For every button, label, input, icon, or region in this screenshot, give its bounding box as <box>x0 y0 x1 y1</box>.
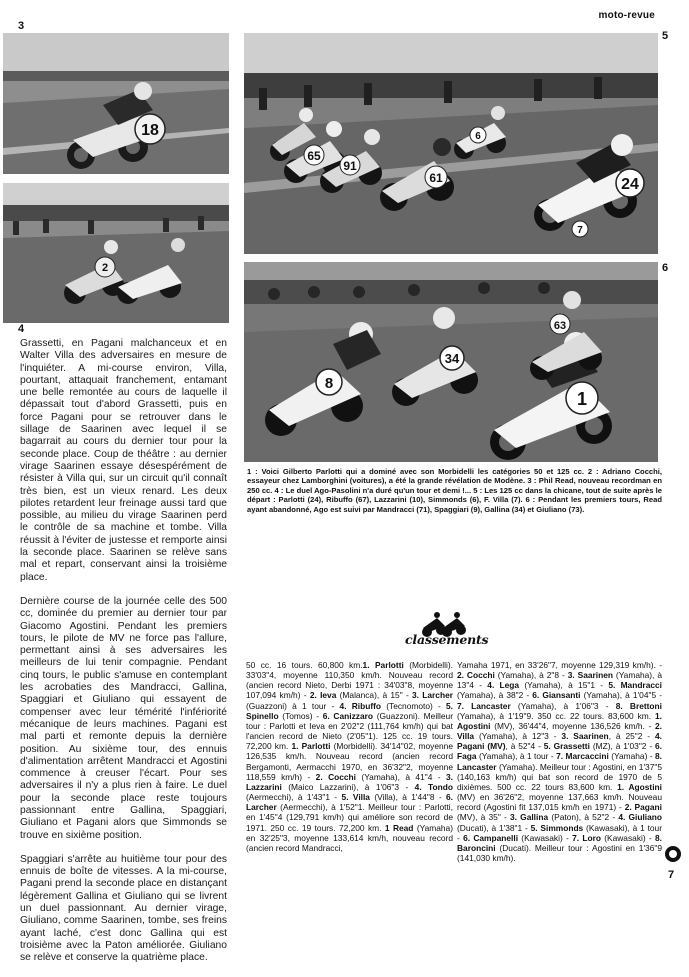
result-detail: (Yamaha), à 1'19"9. 350 cc. 22 tours. 83,600 km. <box>457 710 655 721</box>
result-detail: (Ducati). Meilleur tour : Agostini en 1'36"9 (141,030 km/h). <box>457 842 662 863</box>
photo-caption: 1 : Voici Gilberto Parlotti qui a dominé avec son Morbidelli les catégories 50 et 125 cc. 2 : Adriano Cocchi, essayeur chez Lamborghini (voitures), a été la grande révélation de Modène. 3 : Phil Read, nouveau recordman en 250 cc. 4 : Le duel Ago-Pasolini n'a duré qu'un tour et demi !... 5 : Les 125 cc dans la chicane, tout de suite après le départ : Parlotti (24), Ribuffo (67), Lazzarini (10), Simmonds (6), F. Villa (7). 6 : Pendant les premiers tours, Read ayant abandonné, Ago est suivi par Mandracci (71), Spaggiari (9), Gallina (34) et Giuliano (73). <box>247 467 662 514</box>
photo-number-4: 4 <box>18 323 25 335</box>
article-paragraph-3: Spaggiari s'arrête au huitième tour pour des ennuis de boîte de vitesses. A la mi-course, Pagani prend la seconde place en distançant légèrement Gallina et Giuliano qui se livrent un duel passionnant. Au dernier virage, Giuliano, comme Saarinen, tombe, ses freins ayant laché, c'est donc Gallina qui est troisième avec la Paton améliorée. Giuliano se relève et conserve la quatrième place. <box>20 853 227 964</box>
result-rider: 6. Giansanti <box>532 690 581 701</box>
result-detail: Yamaha 1971, en 33'26"7, moyenne 129,319 km/h). - <box>457 660 662 670</box>
end-mark-icon <box>665 846 681 862</box>
result-detail: (Morbidelli). 33'03"4, moyenne 110,350 km/h. Nouveau record (ancien record Nieto, Derbi 1971 : 34'03"8, moyenne 107,094 km/h) - <box>246 660 453 701</box>
results-column-1 <box>246 660 453 853</box>
result-rider: 1. Parlotti <box>291 741 331 752</box>
result-rider: 1. Agostini <box>617 781 662 792</box>
result-rider: 5. Simmonds <box>530 822 584 833</box>
result-rider: 1. Agostini <box>457 710 662 731</box>
classements-logo <box>405 612 493 652</box>
result-detail: (Kawasaki) - <box>518 832 573 843</box>
results-column-2 <box>457 660 662 863</box>
classements-title: classements <box>405 632 489 647</box>
result-rider: 8. Brettoni <box>615 700 662 711</box>
photo-5-chicane <box>244 33 658 254</box>
result-rider: 6. Faga <box>457 741 663 762</box>
result-detail: (MV), 36'44"4, moyenne 136,526 km/h. - <box>490 720 655 731</box>
result-detail: (Villa), à 1'44"8 - <box>369 792 446 803</box>
photo-5-race-number-b: 91 <box>343 159 357 173</box>
result-rider: 6. Canizzaro <box>322 710 373 721</box>
result-rider: 3. Saarinen <box>561 731 609 742</box>
result-rider: 3. Gallina <box>510 812 549 823</box>
result-rider: 2. Ieva <box>309 690 337 701</box>
result-rider: 5. Mandracci <box>608 680 662 691</box>
result-detail: (Kawasaki), à 1 tour - <box>457 822 663 843</box>
photo-number-6: 6 <box>662 262 669 274</box>
result-detail: (Aermecchi), à 1'52"1. Meilleur tour : Parlotti, en 1'45"4 (129,791 km/h) qui améliore son record de 1971. 250 cc. 19 tours. 72,200 km. <box>246 802 453 833</box>
magazine-header: moto-revue <box>598 10 655 21</box>
result-detail: (Paton), à 52"2 - <box>548 812 619 823</box>
photo-6-pack <box>244 262 658 462</box>
photo-4-race-number: 2 <box>101 262 109 274</box>
result-detail: (Kawasaki) - <box>600 832 655 843</box>
result-detail: , à 25"2 - <box>608 731 655 742</box>
photo-6-race-number-d: 63 <box>553 320 567 332</box>
result-rider: 6. Larcher <box>246 792 453 813</box>
result-detail: , à 52"4 - <box>505 741 544 752</box>
result-rider: 4. Tondo <box>414 781 453 792</box>
result-rider: 3. Larcher <box>412 690 453 701</box>
photo-5-race-number-a: 65 <box>307 149 321 163</box>
result-detail: (Yamaha), à 1 tour - <box>476 751 557 762</box>
result-rider: 4. Ribuffo <box>339 700 382 711</box>
result-rider: 8. Baroncini <box>457 832 662 853</box>
result-detail: (Maico Lazzarini), à 1'06"3 - <box>281 781 415 792</box>
photo-5-race-number-c: 6 <box>475 131 481 142</box>
result-detail: (MV), à 35" - <box>457 812 510 823</box>
result-detail: (Malanca), à 15" - <box>336 690 413 701</box>
result-detail: (Yamaha), à 2"8 - <box>494 670 568 681</box>
result-detail: (Yamaha), à 15"1 - <box>519 680 609 691</box>
result-rider: 5. Villa <box>341 792 370 803</box>
result-rider: 5. Spinello <box>246 700 453 721</box>
result-detail: (Yamaha), à 12"3 - <box>474 731 562 742</box>
result-rider: 2. Cocchi <box>315 771 356 782</box>
result-detail: (Aermecchi), à 1'43"1 - <box>246 792 342 803</box>
photo-4-duel <box>3 183 229 323</box>
article-paragraph-1: Grassetti, en Pagani malchanceux et en Walter Villa des adversaires en mesure de l'inquiéter. A mi-course environ, Villa, pourtant, attaquait franchement, entamant une belle remontée au cours de laquelle il dépassait tout d'abord Grassetti, puis en force Pagani pour se retrouver dans le sillage de Saarinen avec lequel il se bagarrait au cours du dernier tour pour la seconde place. Coup de théâtre : au dernier virage Saarinen essaye désespérément de résister à Villa qui, sur un circuit qu'il connaît très bien, est un vieux renard. Les deux pilotes retardent leur freinage aussi tard que possible, au milieu du virage Saarinen perd le contrôle de sa machine et tombe. Villa réussit à l'éviter de justesse et remporte ainsi la seconde place. Saarinen se relève sans mal et repart, conservant ainsi la troisième place. <box>20 338 227 583</box>
photo-3-rider-leaning <box>3 33 229 174</box>
result-rider: 1 Read <box>384 822 414 833</box>
result-rider: 8. Lancaster <box>457 751 662 772</box>
result-rider: 7. Lancaster <box>457 700 511 711</box>
result-rider: 4. Lega <box>487 680 520 691</box>
result-detail: (Ducati), à 1'38"1 - <box>457 822 531 833</box>
result-rider: 2. Villa <box>457 720 662 742</box>
article-paragraph-2: Dernière course de la journée celle des 500 cc, dominée du premier au dernier tour par Giacomo Agostini. Pendant les premiers tours, le pilote de MV ne force pas l'allure, permettant ainsi à ses adversaires les meilleurs de lui tenir compagnie. Pendant cinq tours, le public s'amuse en contemplant les acrobaties des Mandracci, Gallina, Spaggiari et Giuliano qui essayent de compenser avec leur témérité l'infériorité mécanique de leurs machines. Pagani est mal parti et remonte depuis la dernière position. Au sixième tour, des ennuis d'alimentation arrêtent Mandracci et Agostini commence à creuser l'écart. Pour ses adversaires il n'y a plus rien à faire. Le duel pour la seconde place reste toujours passionnant entre Gallina, Spaggiari, Giuliano et Pagani alors que Simmonds se trouve en sixième position. <box>20 595 227 841</box>
result-rider: 2. Pagani <box>624 802 662 813</box>
result-detail: (Guazzoni). Meilleur tour : Parlotti et Ieva en 2'02"2 (111,764 km/h) qui bat l'ancien record de Nieto (2'05"1). 125 cc. 19 tours. 72,200 km. <box>246 710 453 752</box>
result-detail: (Yamaha), à 38"2 - <box>457 690 533 701</box>
photo-number-3: 3 <box>18 20 25 32</box>
photo-5-race-number-d: 61 <box>429 171 443 185</box>
result-detail: (Yamaha), à 13"4 - <box>457 670 662 691</box>
result-detail: (Yamaha), à 1'04"5 - <box>580 690 662 701</box>
result-detail: (Yamaha) en 32'25"3, moyenne 133,614 km/h, nouveau record (ancien record Mandracci, <box>246 822 453 853</box>
result-detail: (Yamaha), à 1'06"3 - <box>510 700 616 711</box>
result-detail: 50 cc. 16 tours. 60,800 km. <box>246 660 363 670</box>
result-detail: (Yamaha) - <box>608 751 655 762</box>
result-rider: 6. Campanelli <box>463 832 519 843</box>
page-number-7: 7 <box>668 869 675 881</box>
result-detail: (Guazzoni) à 1 tour - <box>246 700 340 711</box>
result-rider: 3. Lazzarini <box>246 771 453 792</box>
photo-5-race-number-e: 24 <box>621 176 639 193</box>
result-detail: (MV) en 36'26"2, moyenne 137,663 km/h. Nouveau record (Agostini fit 137,015 km/h en 1971) - <box>457 792 662 813</box>
result-detail: (Yamaha), à 41"4 - <box>356 771 446 782</box>
photo-number-5: 5 <box>662 30 669 42</box>
result-rider: 5. Grassetti <box>543 741 590 752</box>
result-rider: 4. Giuliano <box>618 812 662 823</box>
result-detail: (MZ), à 1'03"2 - <box>589 741 656 752</box>
result-rider: 4. Pagani (MV) <box>457 731 662 752</box>
article-column <box>20 338 227 977</box>
photo-6-race-number-c: 1 <box>576 389 588 409</box>
result-detail: (Tomos) - <box>278 710 323 721</box>
result-detail: (Morbidelli). 34'14"02, moyenne 126,535 km/h. Nouveau record (ancien record Bergamonti, Aermacchi 1970, en 36'32"2, moyenne 118,559 km/h) - <box>246 741 453 782</box>
result-rider: 3. Saarinen <box>567 670 613 681</box>
photo-3-race-number: 18 <box>141 122 159 139</box>
photo-6-race-number-b: 34 <box>444 351 460 366</box>
result-rider: 2. Cocchi <box>457 670 495 681</box>
result-rider: 7. Loro <box>572 832 601 843</box>
result-rider: 1. Parlotti <box>362 660 404 670</box>
result-rider: 7. Marcaccini <box>556 751 609 762</box>
result-detail: (Yamaha). Meilleur tour : Agostini, en 1'37"5 (140,163 km/h) qui bat son record de 1970 de 5 dixièmes. 500 cc. 22 tours 83,600 km. <box>457 761 662 792</box>
photo-6-race-number-a: 8 <box>324 375 334 392</box>
photo-5-race-number-f: 7 <box>577 225 583 236</box>
result-detail: (Tecnomoto) - <box>381 700 446 711</box>
